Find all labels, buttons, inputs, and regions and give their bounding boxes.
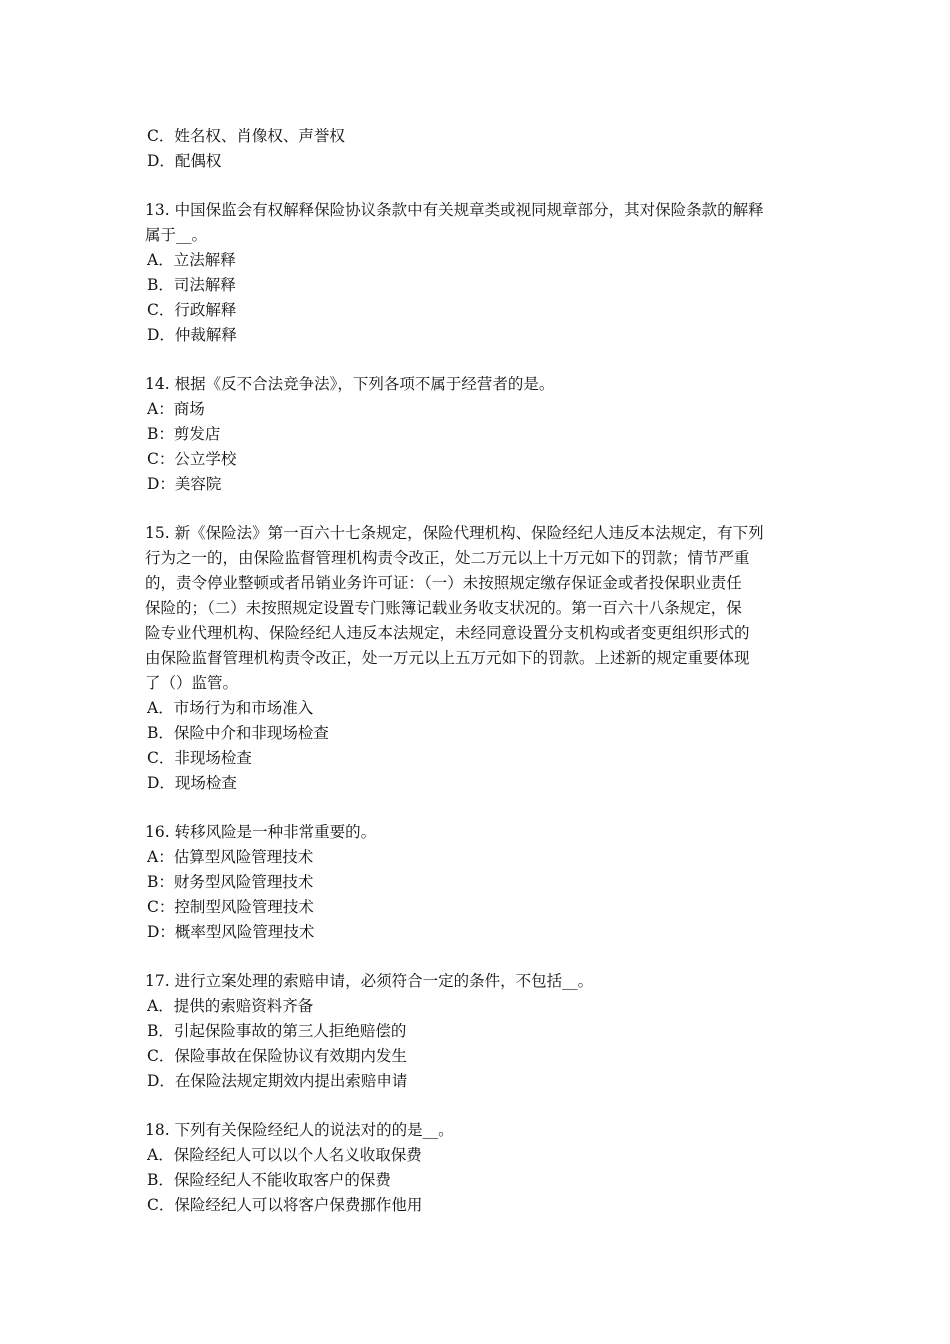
option-d: D．配偶权 xyxy=(147,152,222,170)
option-a: A：商场 xyxy=(147,400,205,418)
question-stem-line: 14. 根据《反不合法竞争法》，下列各项不属于经营者的是。 xyxy=(145,375,555,393)
question-stem-line: 了（）监管。 xyxy=(145,674,239,692)
question-stem-line: 属于__。 xyxy=(145,226,208,244)
option-c: C：公立学校 xyxy=(147,450,237,468)
question-stem-line: 18. 下列有关保险经纪人的说法对的的是__。 xyxy=(145,1121,454,1139)
option-d: D：概率型风险管理技术 xyxy=(147,923,315,941)
option-b: B．保险中介和非现场检查 xyxy=(147,724,329,742)
question-17 xyxy=(145,969,810,1094)
question-stem-line: 的，责令停业整顿或者吊销业务许可证：（一）未按照规定缴存保证金或者投保职业责任 xyxy=(145,574,742,592)
question-stem-line: 15. 新《保险法》第一百六十七条规定，保险代理机构、保险经纪人违反本法规定，有下列 xyxy=(145,524,764,542)
question-stem-line: 由保险监督管理机构责令改正，处一万元以上五万元如下的罚款。上述新的规定重要体现 xyxy=(145,649,750,667)
option-a: A．提供的索赔资料齐备 xyxy=(147,997,314,1015)
option-a: A．市场行为和市场准入 xyxy=(147,699,314,717)
option-b: B：财务型风险管理技术 xyxy=(147,873,314,891)
question-15 xyxy=(145,521,810,796)
option-d: D．现场检查 xyxy=(147,774,237,792)
option-a: A．保险经纪人可以以个人名义收取保费 xyxy=(147,1146,422,1164)
option-c: C．非现场检查 xyxy=(147,749,252,767)
option-c: C．保险事故在保险协议有效期内发生 xyxy=(147,1047,407,1065)
question-stem-line: 保险的；（二）未按照规定设置专门账簿记载业务收支状况的。第一百六十八条规定，保 xyxy=(145,599,742,617)
question-13 xyxy=(145,198,810,348)
question-stem-line: 16. 转移风险是一种非常重要的。 xyxy=(145,823,377,841)
option-a: A：估算型风险管理技术 xyxy=(147,848,314,866)
option-c: C．行政解释 xyxy=(147,301,237,319)
question-stem-line: 行为之一的，由保险监督管理机构责令改正，处二万元以上十万元如下的罚款；情节严重 xyxy=(145,549,750,567)
option-d: D：美容院 xyxy=(147,475,222,493)
option-d: D．仲裁解释 xyxy=(147,326,237,344)
document-body xyxy=(145,124,810,1218)
option-b: B：剪发店 xyxy=(147,425,221,443)
question-14 xyxy=(145,372,810,497)
option-d: D．在保险法规定期效内提出索赔申请 xyxy=(147,1072,408,1090)
question-16 xyxy=(145,820,810,945)
option-c: C．姓名权、肖像权、声誉权 xyxy=(147,127,345,145)
option-b: B．保险经纪人不能收取客户的保费 xyxy=(147,1171,391,1189)
option-c: C：控制型风险管理技术 xyxy=(147,898,314,916)
option-b: B．引起保险事故的第三人拒绝赔偿的 xyxy=(147,1022,407,1040)
question-stem-line: 13. 中国保监会有权解释保险协议条款中有关规章类或视同规章部分，其对保险条款的解释 xyxy=(145,201,764,219)
question-12-options xyxy=(145,124,810,174)
question-stem-line: 17. 进行立案处理的索赔申请，必须符合一定的条件，不包括__。 xyxy=(145,972,594,990)
option-b: B．司法解释 xyxy=(147,276,236,294)
question-18 xyxy=(145,1118,810,1218)
option-c: C．保险经纪人可以将客户保费挪作他用 xyxy=(147,1196,423,1214)
question-stem-line: 险专业代理机构、保险经纪人违反本法规定，未经同意设置分支机构或者变更组织形式的 xyxy=(145,624,750,642)
option-a: A．立法解释 xyxy=(147,251,236,269)
